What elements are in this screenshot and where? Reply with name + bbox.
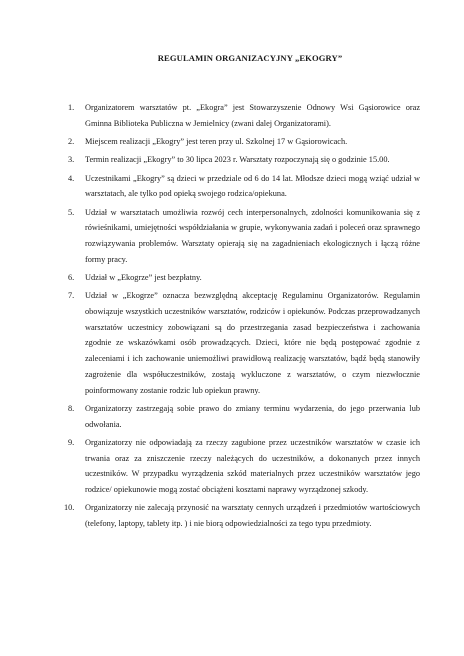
rule-text: Organizatorem warsztatów pt. „Ekogra” jest Stowarzyszenie Odnowy Wsi Gąsiorowice oraz Gminna Biblioteka Publiczna w Jemielnicy (zwani dalej Organizatorami).	[85, 103, 420, 128]
rule-number: 5.	[68, 207, 75, 217]
rule-number: 7.	[68, 291, 75, 301]
rules-list	[64, 100, 420, 532]
document-title: REGULAMIN ORGANIZACYJNY „EKOGRY”	[157, 53, 343, 63]
rule-number: 1.	[68, 103, 75, 112]
rule-number: 6.	[68, 273, 75, 282]
rule-item	[68, 205, 420, 268]
rule-item	[68, 270, 420, 286]
rule-text: Miejscem realizacji „Ekogry” jest teren przy ul. Szkolnej 17 w Gąsiorowicach.	[85, 137, 348, 146]
rule-number: 3.	[68, 155, 75, 165]
rule-item	[68, 100, 420, 131]
rule-item	[68, 435, 420, 498]
rule-number: 4.	[68, 173, 75, 183]
rule-text: Organizatorzy nie zalecają przynosić na warsztaty cennych urządzeń i przedmiotów wartościowych (telefony, laptopy, tablety itp. ) i nie biorą odpowiedzialności za tego typu przedmioty.	[85, 503, 420, 528]
rule-item	[68, 171, 420, 202]
rule-item	[64, 500, 420, 531]
rule-item	[68, 152, 420, 168]
rule-item	[68, 288, 420, 398]
rule-item	[68, 134, 420, 150]
rule-number: 8.	[68, 403, 75, 413]
rule-text: Udział w warsztatach umożliwia rozwój cech interpersonalnych, zdolności komunikowania się z rówieśnikami, umiejętności współdziałania w grupie, wykonywania zadań i poleceń oraz sprawnego rozwiązywania problemów. Warsztaty opierają się na zagadnieniach ekologicznych i łączą różne formy pracy.	[85, 207, 420, 264]
rule-number: 9.	[68, 437, 75, 447]
rule-text: Organizatorzy zastrzegają sobie prawo do zmiany terminu wydarzenia, do jego przerwania lub odwołania.	[85, 403, 420, 429]
rule-text: Termin realizacji „Ekogry” to 30 lipca 2023 r. Warsztaty rozpoczynają się o godzinie 15.00.	[85, 155, 390, 165]
rule-item	[68, 401, 420, 432]
rule-text: Udział w „Ekogrze” jest bezpłatny.	[85, 273, 202, 282]
rule-number: 2.	[68, 137, 75, 146]
rule-number: 10.	[64, 503, 75, 513]
rule-text: Uczestnikami „Ekogry” są dzieci w przedziale od 6 do 14 lat. Młodsze dzieci mogą wziąć udział w warsztatach, ale tylko pod opieką swojego rodzica/opiekuna.	[85, 173, 420, 199]
rule-text: Organizatorzy nie odpowiadają za rzeczy zagubione przez uczestników warsztatów w czasie ich trwania oraz za zniszczenie rzeczy należących do uczestników, a dokonanych przez innych uczestników. W przypadku wyrządzenia szkód materialnych przez uczestników warsztatów jego rodzice/ opiekunowie mogą zostać obciążeni kosztami naprawy wyrządzonej szkody.	[85, 437, 420, 494]
rule-text: Udział w „Ekogrze” oznacza bezwzględną akceptację Regulaminu Organizatorów. Regulamin obowiązuje wszystkich uczestników warsztatów, rodziców i opiekunów. Podczas przeprowadzanych warsztatów uczestnicy zobowiązani są do przestrzegania zasad bezpieczeństwa i zachowania zgodnie ze wskazówkami osób prowadzących. Dzieci, które nie będą postępować zgodnie z zaleceniami i ich zachowanie uniemożliwi prawidłową realizację warsztatów, bądź będą stanowiły zagrożenie dla współuczestników, zostają wykluczone z warsztatów, o czym niezwłocznie poinformowany zostanie rodzic lub opiekun prawny.	[85, 291, 420, 395]
